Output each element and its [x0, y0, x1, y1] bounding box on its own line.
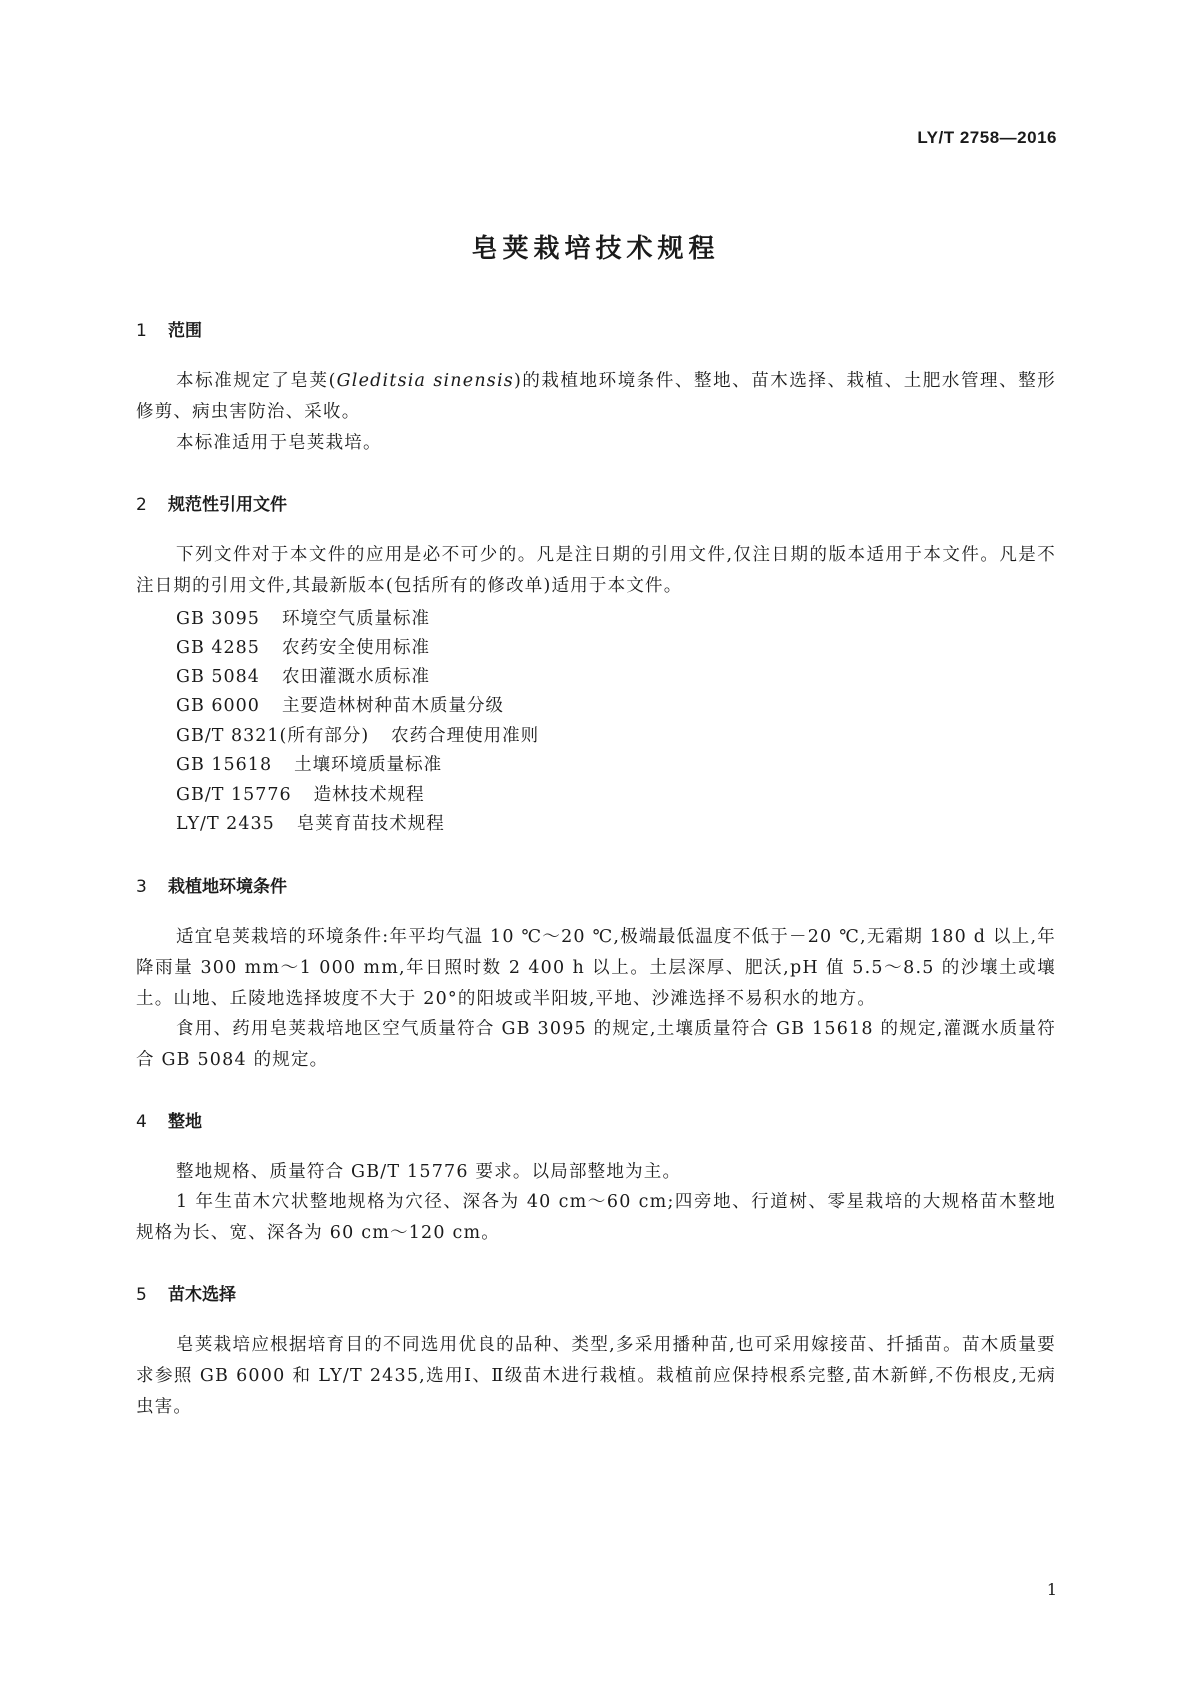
latin-name: Gleditsia sinensis [336, 371, 514, 391]
reference-code: GB/T 15776 [176, 785, 292, 805]
section-title: 整地 [168, 1112, 202, 1132]
reference-item [176, 605, 430, 630]
reference-title: 农田灌溉水质标准 [281, 667, 430, 687]
section-3-paragraph-2: 食用、药用皂荚栽培地区空气质量符合 GB 3095 的规定,土壤质量符合 GB 15618 的规定,灌溉水质量符合 GB 5084 的规定。 [136, 1019, 1056, 1070]
reference-title: 农药安全使用标准 [281, 638, 430, 658]
reference-code: GB 5084 [176, 667, 260, 687]
section-title: 苗木选择 [168, 1285, 236, 1305]
text-run: )的栽植地环境条件、整地、苗木选择、栽植、土肥水管理、整形修剪、病虫害防治、采收。 [136, 371, 1056, 422]
reference-item [176, 781, 425, 806]
section-3-paragraph-1: 适宜皂荚栽培的环境条件:年平均气温 10 ℃～20 ℃,极端最低温度不低于－20 ℃,无霜期 180 d 以上,年降雨量 300 mm～1 000 mm,年日照时数 2 400 h 以上。土层深厚、肥沃,pH 值 5.5～8.5 的沙壤土或壤土。山地、丘陵地选择坡度不大于 20°的阳坡或半阳坡,平地、沙滩选择不易积水的地方。 [136, 927, 1056, 1009]
reference-title: 造林技术规程 [313, 785, 425, 805]
reference-title: 农药合理使用准则 [391, 726, 540, 746]
section-4-paragraph-1: 整地规格、质量符合 GB/T 15776 要求。以局部整地为主。 [176, 1162, 682, 1182]
reference-code: LY/T 2435 [176, 814, 275, 834]
reference-code: GB 15618 [176, 755, 273, 775]
reference-item [176, 634, 430, 659]
section-title: 规范性引用文件 [168, 495, 287, 515]
reference-code: GB 3095 [176, 609, 260, 629]
reference-code: GB/T 8321(所有部分) [176, 726, 370, 746]
section-2-paragraph-1: 下列文件对于本文件的应用是必不可少的。凡是注日期的引用文件,仅注日期的版本适用于本文件。凡是不注日期的引用文件,其最新版本(包括所有的修改单)适用于本文件。 [136, 545, 1056, 596]
reference-title: 皂荚育苗技术规程 [296, 814, 445, 834]
reference-title: 土壤环境质量标准 [294, 755, 443, 775]
reference-code: GB 6000 [176, 696, 260, 716]
section-4-paragraph-2: 1 年生苗木穴状整地规格为穴径、深各为 40 cm～60 cm;四旁地、行道树、零星栽培的大规格苗木整地规格为长、宽、深各为 60 cm～120 cm。 [136, 1192, 1056, 1243]
page-number: 1 [1046, 1580, 1057, 1599]
section-1-heading [136, 316, 202, 341]
reference-item [176, 722, 539, 747]
section-3-heading [136, 872, 287, 897]
reference-title: 主要造林树种苗木质量分级 [281, 696, 504, 716]
reference-item [176, 810, 445, 835]
reference-item [176, 692, 504, 717]
reference-code: GB 4285 [176, 638, 260, 658]
section-title: 栽植地环境条件 [168, 877, 287, 897]
text-run: 本标准规定了皂荚( [176, 371, 337, 391]
section-5-paragraph-1: 皂荚栽培应根据培育目的不同选用优良的品种、类型,多采用播种苗,也可采用嫁接苗、扦插苗。苗木质量要求参照 GB 6000 和 LY/T 2435,选用Ⅰ、Ⅱ级苗木进行栽植。栽植前应保持根系完整,苗木新鲜,不伤根皮,无病虫害。 [136, 1335, 1056, 1417]
section-4-heading [136, 1107, 202, 1132]
section-number: 5 [136, 1285, 147, 1305]
section-1-paragraph-2: 本标准适用于皂荚栽培。 [176, 433, 382, 453]
section-number: 4 [136, 1112, 147, 1132]
document-title: 皂荚栽培技术规程 [471, 234, 720, 264]
section-number: 1 [136, 321, 147, 341]
reference-item [176, 751, 442, 776]
reference-title: 环境空气质量标准 [281, 609, 430, 629]
standard-code: LY/T 2758—2016 [917, 128, 1057, 147]
section-number: 2 [136, 495, 147, 515]
section-number: 3 [136, 877, 147, 897]
section-5-heading [136, 1280, 236, 1305]
section-1-paragraph-1 [136, 366, 1056, 428]
section-title: 范围 [168, 321, 202, 341]
reference-item [176, 663, 430, 688]
section-2-heading [136, 490, 287, 515]
